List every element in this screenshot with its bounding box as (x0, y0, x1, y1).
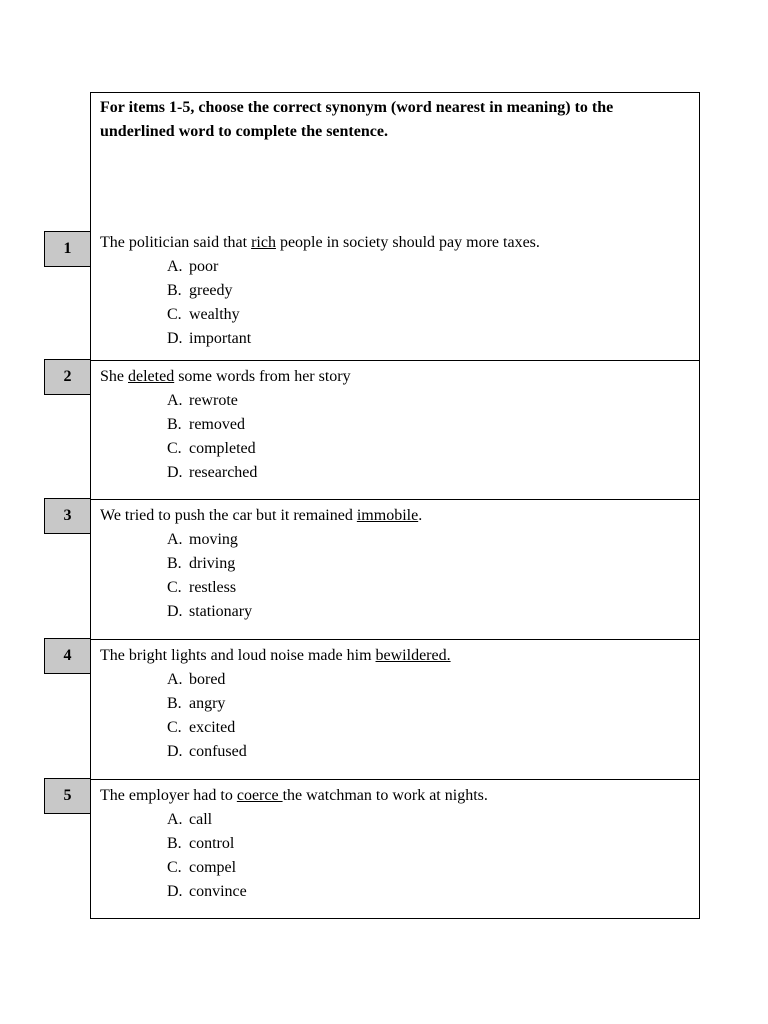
option-letter: C. (167, 440, 182, 457)
answer-option[interactable] (100, 389, 690, 413)
option-letter: A. (167, 531, 183, 548)
answer-option[interactable] (100, 255, 690, 279)
underlined-word: bewildered. (375, 647, 451, 664)
answer-option[interactable] (100, 552, 690, 576)
option-text: removed (189, 416, 245, 433)
answer-option[interactable] (100, 327, 690, 351)
option-letter: A. (167, 811, 183, 828)
answer-options (100, 255, 690, 351)
stem-text-before: We tried to push the car but it remained (100, 507, 357, 524)
option-letter: D. (167, 883, 183, 900)
option-letter: D. (167, 603, 183, 620)
option-letter: B. (167, 555, 182, 572)
option-text: stationary (189, 603, 253, 620)
row-divider (90, 499, 700, 500)
option-letter: A. (167, 392, 183, 409)
stem-text-after: . (418, 507, 423, 524)
question-stem (100, 504, 690, 528)
question-stem (100, 644, 690, 668)
question-stem (100, 231, 690, 255)
answer-option[interactable] (100, 856, 690, 880)
stem-text-after: people in society should pay more taxes. (275, 234, 540, 251)
option-text: bored (189, 671, 226, 688)
option-text: poor (189, 258, 219, 275)
option-letter: C. (167, 306, 182, 323)
option-letter: C. (167, 579, 182, 596)
option-text: restless (189, 579, 237, 596)
question-number-4: 4 (44, 638, 91, 674)
stem-text-before: The bright lights and loud noise made him (100, 647, 376, 664)
option-text: moving (189, 531, 238, 548)
answer-option[interactable] (100, 740, 690, 764)
option-letter: A. (167, 258, 183, 275)
row-divider (90, 639, 700, 640)
stem-text-before: The politician said that (100, 234, 252, 251)
answer-option[interactable] (100, 692, 690, 716)
answer-options (100, 528, 690, 624)
option-text: important (189, 330, 252, 347)
underlined-word: immobile (356, 507, 419, 524)
option-letter: C. (167, 719, 182, 736)
option-letter: B. (167, 282, 182, 299)
question-number-5: 5 (44, 778, 91, 814)
answer-option[interactable] (100, 437, 690, 461)
answer-option[interactable] (100, 808, 690, 832)
answer-option[interactable] (100, 303, 690, 327)
option-letter: A. (167, 671, 183, 688)
instructions: For items 1-5, choose the correct synonym (word nearest in meaning) to the underlined word to complete the sentence. (100, 99, 614, 140)
question-3 (100, 504, 690, 624)
answer-option[interactable] (100, 528, 690, 552)
option-letter: B. (167, 695, 182, 712)
question-number-1: 1 (44, 231, 91, 267)
option-text: excited (189, 719, 236, 736)
option-letter: D. (167, 330, 183, 347)
answer-option[interactable] (100, 716, 690, 740)
option-letter: D. (167, 464, 183, 481)
question-1 (100, 231, 690, 351)
option-text: control (189, 835, 235, 852)
row-divider (90, 360, 700, 361)
question-stem (100, 365, 690, 389)
option-text: wealthy (189, 306, 240, 323)
option-text: researched (189, 464, 258, 481)
option-text: angry (189, 695, 226, 712)
option-letter: C. (167, 859, 182, 876)
answer-option[interactable] (100, 600, 690, 624)
answer-options (100, 808, 690, 904)
answer-options (100, 668, 690, 764)
stem-text-after: some words from her story (174, 368, 351, 385)
option-letter: B. (167, 416, 182, 433)
question-4 (100, 644, 690, 764)
option-text: convince (189, 883, 247, 900)
stem-text-after: the watchman to work at nights. (282, 787, 488, 804)
stem-text-before: The employer had to (100, 787, 237, 804)
question-number-3: 3 (44, 498, 91, 534)
answer-option[interactable] (100, 832, 690, 856)
answer-option[interactable] (100, 668, 690, 692)
underlined-word: rich (251, 234, 276, 251)
option-text: greedy (189, 282, 233, 299)
question-5 (100, 784, 690, 904)
option-text: driving (189, 555, 236, 572)
option-text: call (189, 811, 213, 828)
option-text: rewrote (189, 392, 238, 409)
answer-option[interactable] (100, 880, 690, 904)
underlined-word: coerce (236, 787, 283, 804)
answer-option[interactable] (100, 413, 690, 437)
option-text: compel (189, 859, 237, 876)
question-2 (100, 365, 690, 485)
answer-option[interactable] (100, 576, 690, 600)
question-number-2: 2 (44, 359, 91, 395)
row-divider (90, 779, 700, 780)
answer-option[interactable] (100, 279, 690, 303)
stem-text-before: She (100, 368, 128, 385)
answer-options (100, 389, 690, 485)
option-letter: B. (167, 835, 182, 852)
underlined-word: deleted (128, 368, 175, 385)
answer-option[interactable] (100, 461, 690, 485)
option-letter: D. (167, 743, 183, 760)
option-text: confused (189, 743, 247, 760)
question-stem (100, 784, 690, 808)
option-text: completed (189, 440, 256, 457)
